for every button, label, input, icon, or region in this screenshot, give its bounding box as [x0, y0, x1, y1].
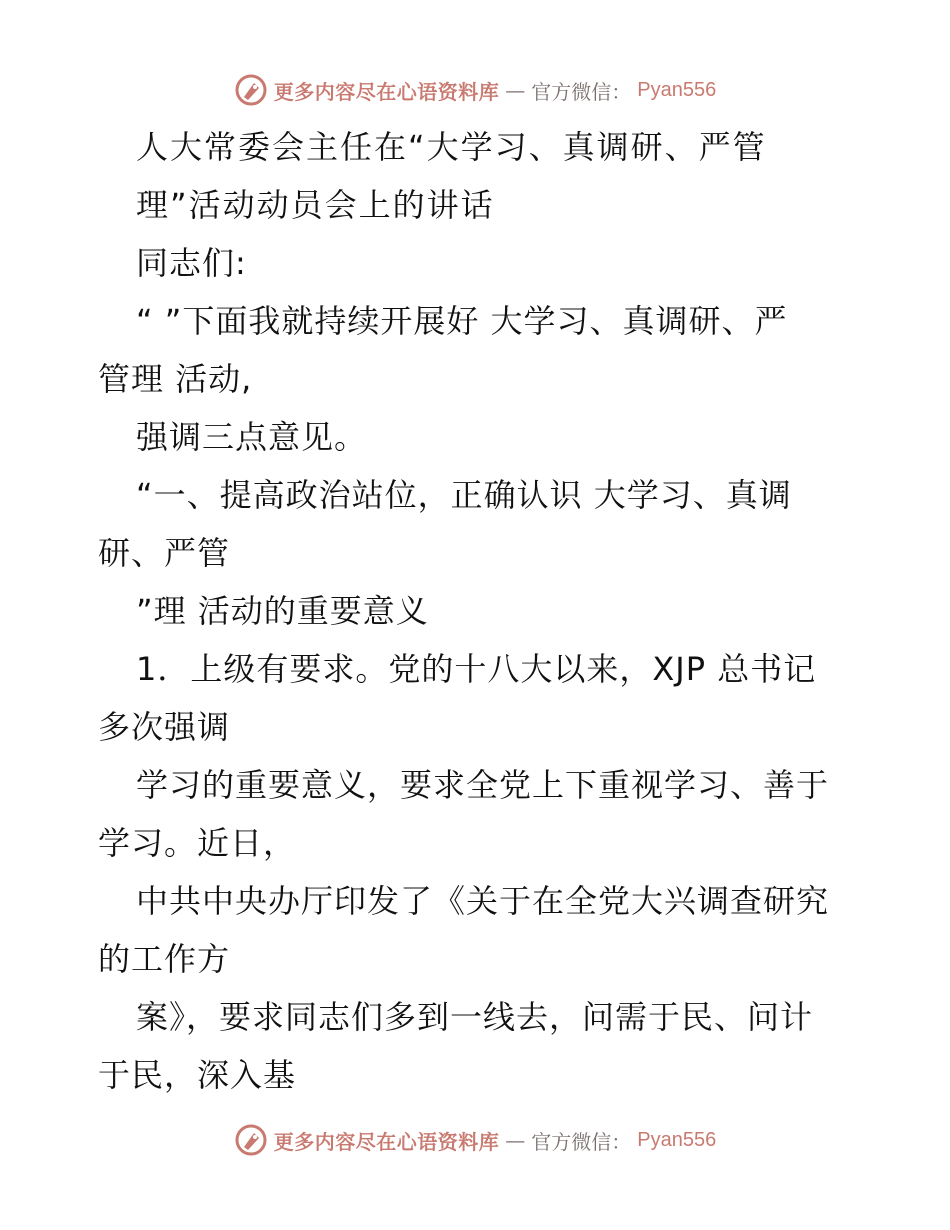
- paragraph-line: 于民，深入基: [98, 1056, 297, 1094]
- watermark-contact-id: Pyan556: [637, 78, 717, 101]
- section-heading-line: ”理 活动的重要意义: [136, 592, 429, 630]
- paragraph-line: 1．上级有要求。党的十八大以来，XJP 总书记: [136, 650, 817, 688]
- paragraph-line: 的工作方: [98, 940, 231, 978]
- paragraph-line: 管理 活动,: [98, 360, 253, 398]
- watermark-site-text: 更多内容尽在心语资料库: [273, 1129, 500, 1154]
- section-heading-line: “一、提高政治站位，正确认识 大学习、真调: [136, 476, 792, 514]
- watermark-dash: —: [505, 1128, 526, 1152]
- document-title-line-1: 人大常委会主任在“大学习、真调研、严管: [136, 128, 767, 166]
- salutation: 同志们:: [136, 244, 247, 282]
- watermark-header: [0, 70, 950, 110]
- paragraph-line: 学习的重要意义，要求全党上下重视学习、善于: [136, 766, 830, 804]
- document-title-line-2: 理”活动动员会上的讲话: [136, 186, 495, 224]
- watermark-site-text: 更多内容尽在心语资料库: [273, 79, 500, 104]
- paragraph-line: 多次强调: [98, 708, 231, 746]
- paragraph-line: “ ”下面我就持续开展好 大学习、真调研、严: [136, 302, 788, 340]
- watermark-contact-id: Pyan556: [637, 1128, 717, 1151]
- watermark-contact-label: 官方微信：: [531, 79, 632, 104]
- document-body: [98, 118, 858, 1104]
- paragraph-line: 强调三点意见。: [136, 418, 368, 456]
- section-heading-line: 研、严管: [98, 534, 231, 572]
- paragraph-line: 中共中央办厅印发了《关于在全党大兴调查研究: [136, 882, 830, 920]
- watermark-dash: —: [505, 78, 526, 102]
- watermark-footer: [0, 1120, 950, 1160]
- pen-nib-logo-icon: [234, 1123, 268, 1157]
- paragraph-line: 案》，要求同志们多到一线去，问需于民、问计: [136, 998, 814, 1036]
- paragraph-line: 学习。近日，: [98, 824, 297, 862]
- watermark-contact-label: 官方微信：: [531, 1129, 632, 1154]
- pen-nib-logo-icon: [234, 73, 268, 107]
